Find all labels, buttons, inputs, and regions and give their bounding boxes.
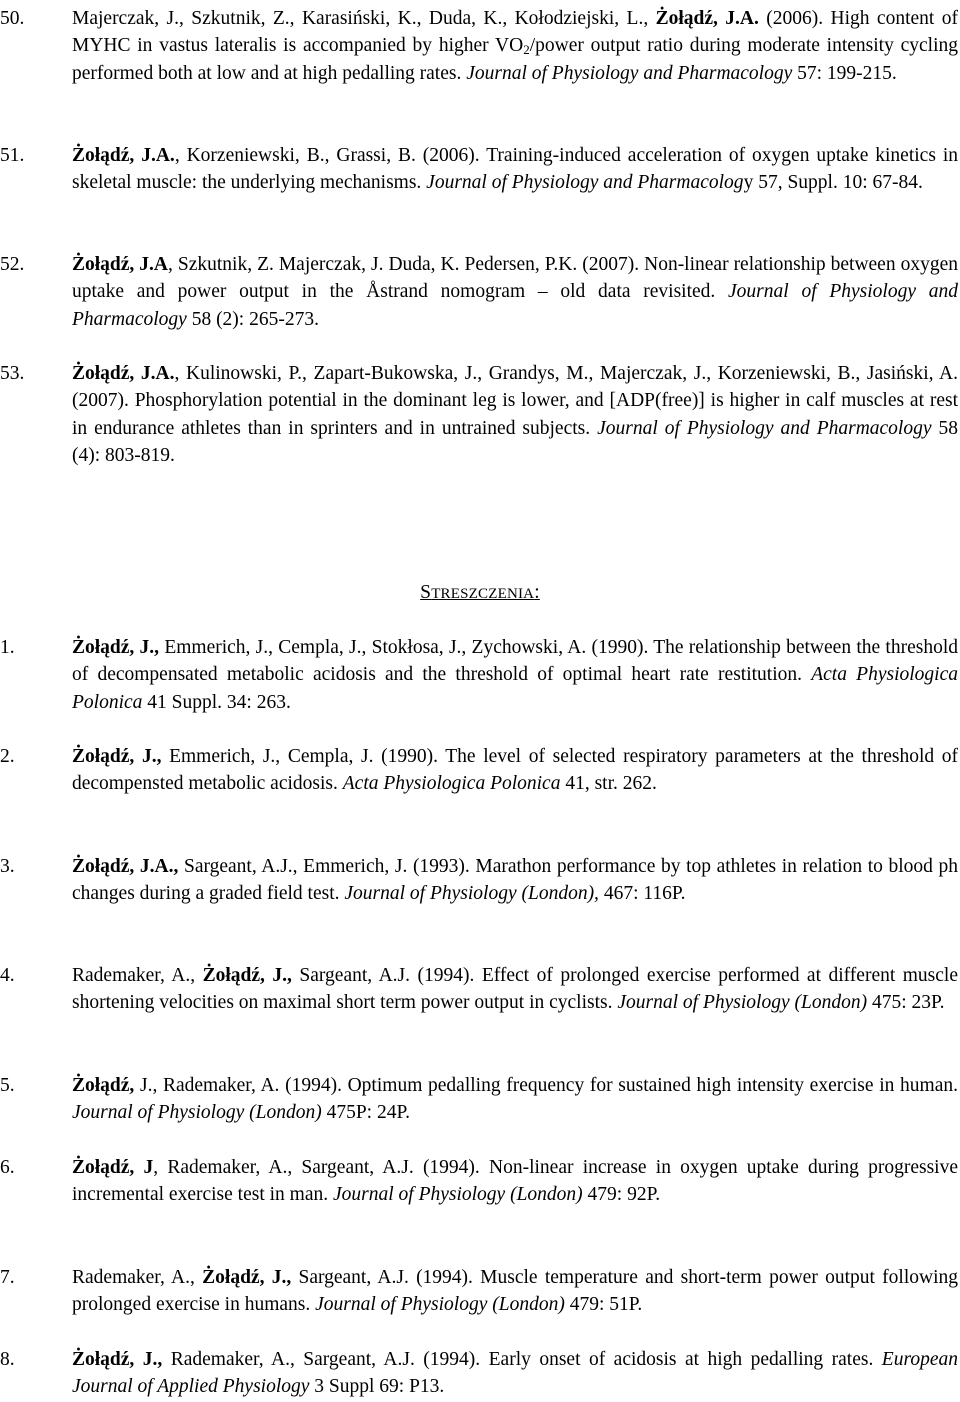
reference-number: 52. bbox=[0, 254, 25, 275]
abstract-text: Żołądź, J., Emmerich, J., Cempla, J., Stokłosa, J., Zychowski, A. (1990). The relationship between the threshold of decompensated metabolic acidosis and the threshold of optimal heart rate restitution. Acta Physiologica Polonica 41 Suppl. 34: 263. bbox=[72, 637, 958, 713]
journal-name: Journal of Physiology (London) bbox=[617, 992, 868, 1014]
abstract-number: 4. bbox=[0, 965, 15, 986]
author-highlight: Żołądź, J., bbox=[202, 1267, 292, 1288]
section-heading: STRESZCZENIA: bbox=[420, 582, 540, 603]
abstract-number: 8. bbox=[0, 1349, 15, 1370]
abstract-number: 3. bbox=[0, 856, 15, 877]
abstract-number: 5. bbox=[0, 1075, 15, 1096]
author-highlight: Żołądź, J., bbox=[72, 1349, 163, 1370]
abstract-text: Żołądź, J, Rademaker, A., Sargeant, A.J. (1994). Non-linear increase in oxygen uptake during progressive incremental exercise test in man. Journal of Physiology (London) 479: 92P. bbox=[72, 1157, 958, 1206]
author-highlight: Żołądź, J., bbox=[202, 965, 292, 986]
journal-name: Journal of Physiology and Pharmacology bbox=[597, 417, 932, 439]
abstract-number: 1. bbox=[0, 637, 15, 658]
abstract-1 bbox=[0, 634, 958, 716]
reference-52 bbox=[0, 251, 958, 333]
reference-text: Żołądź, J.A., Kulinowski, P., Zapart-Bukowska, J., Grandys, M., Majerczak, J., Korzeniewski, B., Jasiński, A. (2007). Phosphorylation potential in the dominant leg is lower, and [ADP(free)] is higher in calf muscles at rest in endurance athletes than in sprinters and in untrained subjects. Journal of Physiology and Pharmacology 58 (4): 803-819. bbox=[72, 363, 958, 466]
author-highlight: Żołądź, J.A. bbox=[72, 145, 175, 166]
abstract-5 bbox=[0, 1072, 958, 1127]
reference-text: Żołądź, J.A., Korzeniewski, B., Grassi, B. (2006). Training-induced acceleration of oxygen uptake kinetics in skeletal muscle: the underlying mechanisms. Journal of Physiology and Pharmacology 57, Suppl. 10: 67-84. bbox=[72, 145, 959, 194]
author-highlight: Żołądź, J., bbox=[72, 746, 162, 767]
journal-name: Journal of Physiology and Pharmacology bbox=[72, 281, 958, 330]
journal-name: Acta Physiologica Polonica bbox=[342, 773, 561, 795]
reference-number: 50. bbox=[0, 8, 25, 29]
abstract-6 bbox=[0, 1154, 958, 1209]
author-highlight: Żołądź, J.A bbox=[72, 254, 168, 275]
abstract-text: Rademaker, A., Żołądź, J., Sargeant, A.J. (1994). Effect of prolonged exercise performed at different muscle shortening velocities on maximal short term power output in cyclists. Journal of Physiology (London) 475: 23P. bbox=[72, 965, 958, 1014]
abstract-text: Żołądź, J., Emmerich, J., Cempla, J. (1990). The level of selected respiratory parameters at the threshold of decompensted metabolic acidosis. Acta Physiologica Polonica 41, str. 262. bbox=[72, 746, 958, 795]
reference-text: Majerczak, J., Szkutnik, Z., Karasiński, K., Duda, K., Kołodziejski, L., Żołądź, J.A. (2006). High content of MYHC in vastus lateralis is accompanied by higher $VO_2$/power output ratio during moderate intensity cycling performed both at low and at high pedalling rates. Journal of Physiology and Pharmacology 57: 199-215. bbox=[72, 8, 958, 84]
reference-53 bbox=[0, 360, 958, 469]
journal-name: Journal of Physiology (London) bbox=[332, 1184, 583, 1206]
abstract-text: Żołądź, J., Rademaker, A. (1994). Optimum pedalling frequency for sustained high intensity exercise in human. Journal of Physiology (London) 475P: 24P. bbox=[72, 1075, 958, 1124]
journal-name: Journal of Physiology (London), bbox=[344, 883, 599, 905]
reference-text: Żołądź, J.A, Szkutnik, Z. Majerczak, J. Duda, K. Pedersen, P.K. (2007). Non-linear relationship between oxygen uptake and power output in the Åstrand nomogram – old data revisited. Journal of Physiology and Pharmacology 58 (2): 265-273. bbox=[72, 254, 958, 330]
author-highlight: Żołądź, J., bbox=[72, 637, 160, 658]
reference-number: 53. bbox=[0, 363, 25, 384]
journal-name: Acta Physiologica Polonica bbox=[72, 664, 958, 713]
reference-50 bbox=[0, 5, 958, 87]
abstract-text: Żołądź, J.A., Sargeant, A.J., Emmerich, J. (1993). Marathon performance by top athletes in relation to blood ph changes during a graded field test. Journal of Physiology (London), 467: 116P. bbox=[72, 856, 958, 905]
journal-name: Journal of Physiology (London) bbox=[315, 1294, 565, 1316]
journal-name: Journal of Physiology and Pharmacology bbox=[466, 62, 793, 84]
abstract-number: 2. bbox=[0, 746, 15, 767]
author-highlight: Żołądź, J bbox=[72, 1157, 154, 1178]
reference-number: 51. bbox=[0, 145, 25, 166]
author-highlight: Żołądź, J.A. bbox=[72, 363, 175, 384]
author-highlight: Żołądź, bbox=[72, 1075, 135, 1096]
abstract-number: 6. bbox=[0, 1157, 15, 1178]
reference-51 bbox=[0, 142, 958, 197]
abstract-number: 7. bbox=[0, 1267, 15, 1288]
author-highlight: Żołądź, J.A. bbox=[655, 8, 759, 29]
abstract-2 bbox=[0, 743, 958, 798]
abstract-7 bbox=[0, 1264, 958, 1319]
abstract-3 bbox=[0, 853, 958, 908]
journal-name: Journal of Physiology and Pharmacolog bbox=[426, 172, 744, 194]
author-highlight: Żołądź, J.A., bbox=[72, 856, 179, 877]
abstract-text: Rademaker, A., Żołądź, J., Sargeant, A.J. (1994). Muscle temperature and short-term power output following prolonged exercise in humans. Journal of Physiology (London) 479: 51P. bbox=[72, 1267, 959, 1316]
abstract-text: Żołądź, J., Rademaker, A., Sargeant, A.J. (1994). Early onset of acidosis at high pedalling rates. European Journal of Applied Physiology 3 Suppl 69: P13. bbox=[72, 1349, 958, 1398]
abstract-4 bbox=[0, 962, 958, 1017]
journal-name: Journal of Physiology (London) bbox=[72, 1102, 322, 1124]
journal-name: European Journal of Applied Physiology bbox=[72, 1349, 958, 1398]
abstract-8 bbox=[0, 1346, 958, 1401]
